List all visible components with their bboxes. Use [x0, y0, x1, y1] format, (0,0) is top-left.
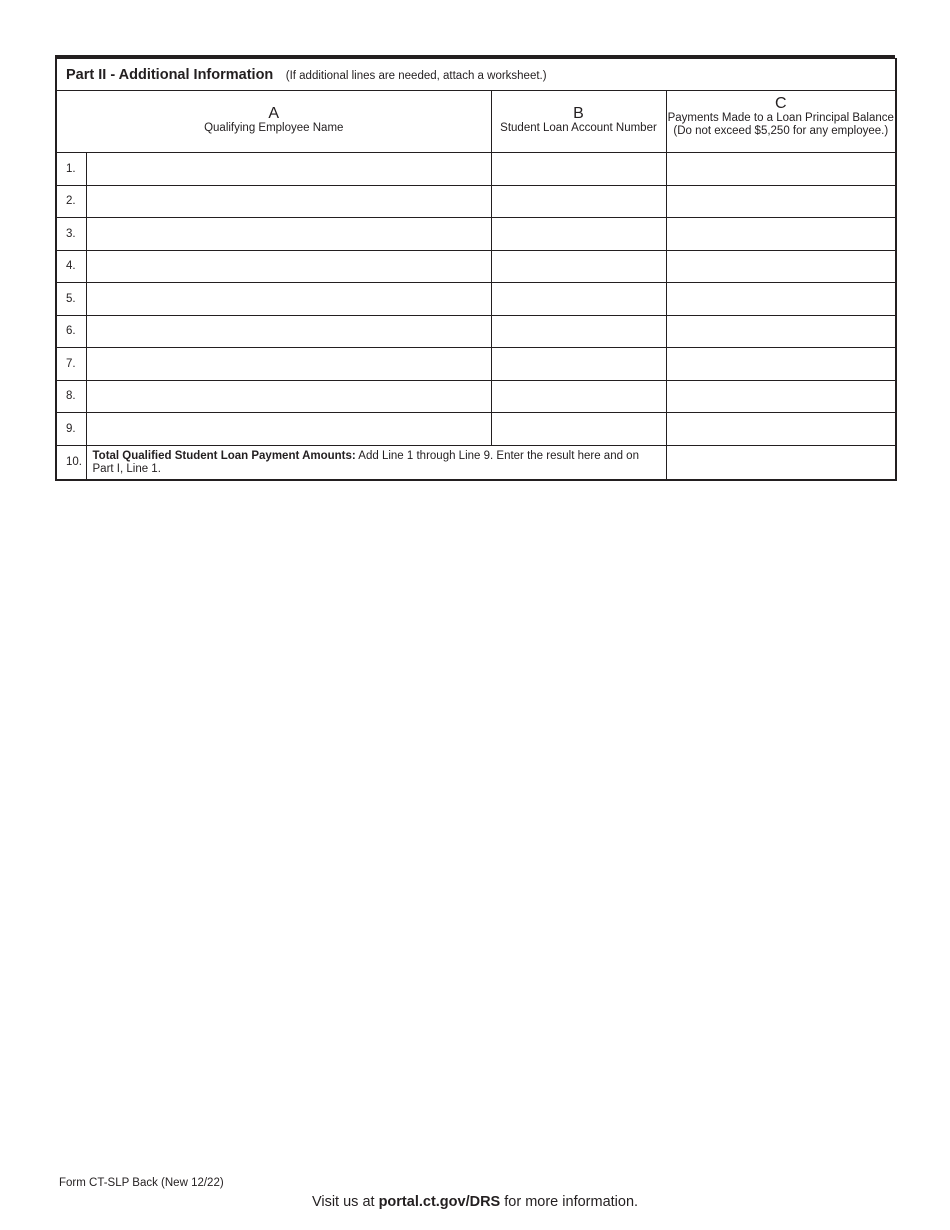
- table-row: [56, 315, 896, 348]
- employee-name-field[interactable]: [86, 380, 491, 413]
- line-number: 7.: [56, 348, 86, 381]
- loan-account-number-field[interactable]: [491, 413, 666, 446]
- part-ii-form: [55, 55, 895, 481]
- part-ii-table: [55, 58, 897, 481]
- line-number: 3.: [56, 218, 86, 251]
- total-label: Total Qualified Student Loan Payment Amounts:: [92, 450, 356, 463]
- column-b-label: Student Loan Account Number: [500, 122, 657, 134]
- table-row: [56, 283, 896, 316]
- payment-amount-field[interactable]: [666, 348, 896, 381]
- column-a-letter: A: [268, 105, 280, 122]
- payment-amount-field[interactable]: [666, 283, 896, 316]
- payment-amount-field[interactable]: [666, 315, 896, 348]
- line-number: 2.: [56, 185, 86, 218]
- line-number: 8.: [56, 380, 86, 413]
- line-number: 10.: [56, 445, 86, 480]
- employee-name-field[interactable]: [86, 315, 491, 348]
- employee-name-field[interactable]: [86, 185, 491, 218]
- employee-name-field[interactable]: [86, 283, 491, 316]
- column-b-header: [491, 91, 666, 153]
- employee-name-field[interactable]: [86, 348, 491, 381]
- table-row: [56, 218, 896, 251]
- portal-link[interactable]: portal.ct.gov/DRS: [378, 1194, 501, 1210]
- line-number: 9.: [56, 413, 86, 446]
- loan-account-number-field[interactable]: [491, 380, 666, 413]
- part-ii-header: [56, 59, 896, 91]
- employee-name-field[interactable]: [86, 250, 491, 283]
- payment-amount-field[interactable]: [666, 218, 896, 251]
- form-identifier: Form CT-SLP Back (New 12/22): [59, 1177, 224, 1189]
- payment-amount-field[interactable]: [666, 380, 896, 413]
- part-ii-title: Part II - Additional Information: [66, 66, 274, 83]
- table-row: [56, 250, 896, 283]
- line-number: 4.: [56, 250, 86, 283]
- part-ii-note: (If additional lines are needed, attach a worksheet.): [285, 69, 547, 82]
- total-amount-field[interactable]: [666, 445, 896, 480]
- column-b-letter: B: [573, 105, 584, 122]
- loan-account-number-field[interactable]: [491, 185, 666, 218]
- loan-account-number-field[interactable]: [491, 315, 666, 348]
- employee-name-field[interactable]: [86, 413, 491, 446]
- line-number: 5.: [56, 283, 86, 316]
- column-c-header: [666, 91, 896, 153]
- column-a-label: Qualifying Employee Name: [204, 122, 344, 134]
- total-description: Add Line 1 through Line 9. Enter the result here and on Part I, Line 1.: [92, 450, 639, 476]
- payment-amount-field[interactable]: [666, 153, 896, 186]
- payment-amount-field[interactable]: [666, 250, 896, 283]
- loan-account-number-field[interactable]: [491, 283, 666, 316]
- visit-footer: [0, 1194, 950, 1210]
- column-c-letter: C: [774, 95, 787, 112]
- visit-prefix: Visit us at: [311, 1194, 375, 1210]
- employee-name-field[interactable]: [86, 153, 491, 186]
- table-row: [56, 380, 896, 413]
- table-row: [56, 185, 896, 218]
- column-a-header: [56, 91, 491, 153]
- table-row: [56, 413, 896, 446]
- visit-suffix: for more information.: [504, 1194, 639, 1210]
- column-c-label: Payments Made to a Loan Principal Balance (Do not exceed $5,250 for any employee.): [667, 112, 894, 137]
- line-number: 1.: [56, 153, 86, 186]
- loan-account-number-field[interactable]: [491, 218, 666, 251]
- table-row: [56, 153, 896, 186]
- total-row: [56, 445, 896, 480]
- loan-account-number-field[interactable]: [491, 348, 666, 381]
- line-number: 6.: [56, 315, 86, 348]
- table-row: [56, 348, 896, 381]
- loan-account-number-field[interactable]: [491, 153, 666, 186]
- employee-name-field[interactable]: [86, 218, 491, 251]
- payment-amount-field[interactable]: [666, 185, 896, 218]
- loan-account-number-field[interactable]: [491, 250, 666, 283]
- payment-amount-field[interactable]: [666, 413, 896, 446]
- total-instructions: [86, 445, 666, 480]
